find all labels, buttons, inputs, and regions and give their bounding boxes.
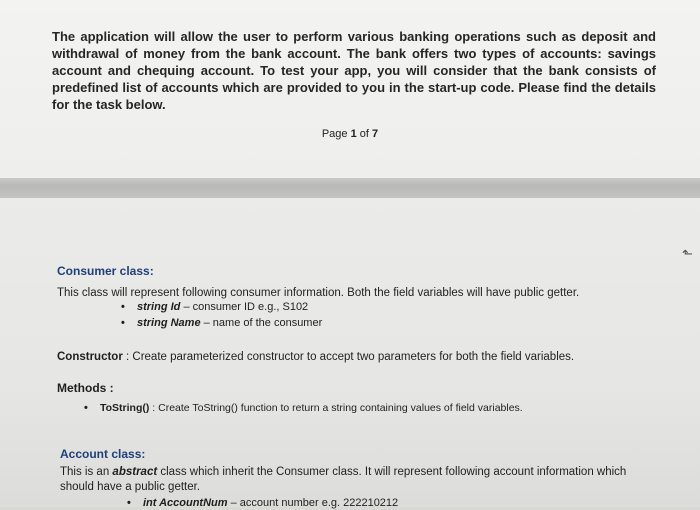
field-type-name: int AccountNum	[143, 497, 228, 509]
account-heading: Account class:	[60, 447, 146, 461]
methods-label: Methods :	[57, 381, 114, 395]
intro-paragraph: The application will allow the user to perform various banking operations such as deposit and withdrawal of money from the bank account. The bank offers two types of accounts: savings account and chequing account. To test your app, you will consider that the bank consists of predefined list of accounts which are provided to you in the start-up code. Please find the details for the task below.	[52, 29, 656, 112]
footer-middle: of	[356, 128, 373, 140]
field-type-name: string Name	[137, 317, 201, 329]
field-desc: – name of the consumer	[200, 317, 323, 329]
footer-page-total: 7	[372, 128, 379, 140]
field-type-name: string Id	[137, 301, 181, 313]
footer-prefix: Page	[321, 128, 351, 140]
consumer-description: This class will represent following consumer information. Both the field variables will have public getter.	[57, 287, 580, 299]
consumer-heading: Consumer class:	[57, 264, 154, 278]
footer-page-number: 1	[350, 128, 357, 140]
account-desc-em: abstract	[112, 466, 158, 478]
bullet-icon: •	[121, 317, 125, 329]
page-gap	[0, 178, 700, 198]
method-desc: : Create ToString() function to return a string containing values of field variables.	[149, 402, 523, 414]
account-desc-suffix: class which inherit the Consumer class. It will represent following account information which should have a public getter.	[60, 466, 627, 493]
bullet-icon: •	[127, 497, 131, 509]
method-name: ToString()	[100, 402, 150, 414]
bullet-icon: •	[121, 301, 125, 313]
cursor-icon: ⬑	[682, 246, 693, 261]
field-desc: – consumer ID e.g., S102	[180, 301, 309, 313]
bullet-icon: •	[84, 402, 88, 414]
constructor-label: Constructor	[57, 351, 123, 363]
constructor-line	[57, 350, 574, 365]
account-description	[60, 465, 640, 495]
page-footer	[0, 128, 700, 140]
field-desc: – account number e.g. 222210212	[227, 497, 399, 509]
constructor-text: : Create parameterized constructor to accept two parameters for both the field variables.	[122, 351, 575, 363]
account-desc-prefix: This is an	[60, 466, 113, 478]
